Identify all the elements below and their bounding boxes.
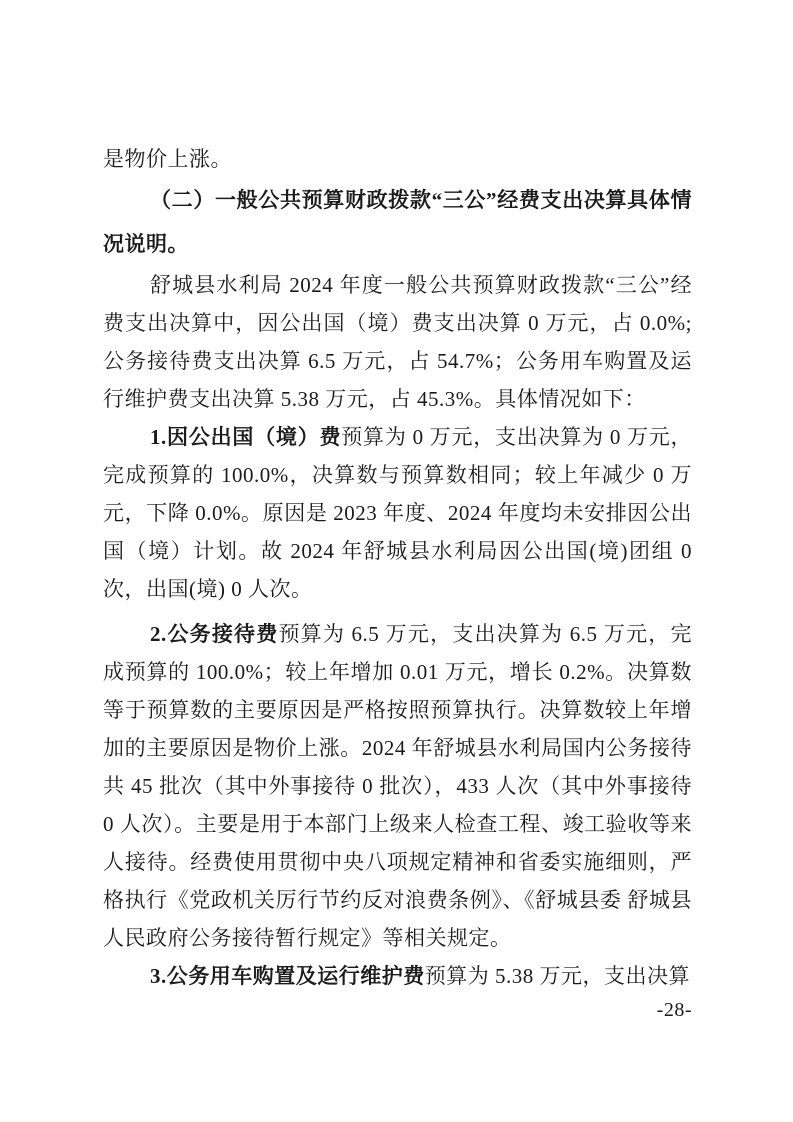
item-3-body: 预算为 5.38 万元，支出决算 — [424, 964, 690, 988]
page-number-text: -28- — [656, 999, 692, 1021]
item-1-body: 预算为 0 万元，支出决算为 0 万元，完成预算的 100.0%，决算数与预算数相同；较上年减少 0 万元，下降 0.0%。原因是 2023 年度、2024 年度均未安排因公出国（境）计划。故 2024 年舒城县水利局因公出国(境)团组 0 次，出国(境) 0 人次。 — [103, 425, 693, 601]
item-2-title: 2.公务接待费 — [150, 622, 279, 646]
item-1-title: 1.因公出国（境）费 — [150, 425, 342, 449]
paragraph-item-2 — [103, 615, 692, 957]
paragraph-item-1 — [103, 418, 692, 608]
item-2-body: 预算为 6.5 万元，支出决算为 6.5 万元，完成预算的 100.0%；较上年增加 0.01 万元，增长 0.2%。决算数等于预算数的主要原因是严格按照预算执行。决算数较上年增加的主要原因是物价上涨。2024 年舒城县水利局国内公务接待共 45 批次（其中外事接待 0 批次），433 人次（其中外事接待 0 人次）。主要是用于本部门上级来人检查工程、竣工验收等来人接待。经费使用贯彻中央八项规定精神和省委实施细则，严格执行《党政机关厉行节约反对浪费条例》、《舒城县委 舒城县人民政府公务接待暂行规定》等相关规定。 — [103, 622, 692, 950]
section-heading-text: （二）一般公共预算财政拨款“三公”经费支出决算具体情况说明。 — [103, 188, 692, 256]
page-number — [103, 999, 692, 1021]
paragraph-overview — [103, 266, 692, 418]
section-heading — [103, 178, 692, 266]
paragraph-item-3 — [103, 957, 692, 995]
item-3-title: 3.公务用车购置及运行维护费 — [150, 964, 425, 988]
paragraph-overview-text: 舒城县水利局 2024 年度一般公共预算财政拨款“三公”经费支出决算中，因公出国（境）费支出决算 0 万元，占 0.0%;公务接待费支出决算 6.5 万元，占 54.7%；公务用车购置及运行维护费支出决算 5.38 万元，占 45.3%。具体情况如下： — [103, 273, 692, 411]
paragraph-continuation-text: 是物价上涨。 — [103, 147, 232, 171]
paragraph-continuation — [103, 140, 692, 178]
